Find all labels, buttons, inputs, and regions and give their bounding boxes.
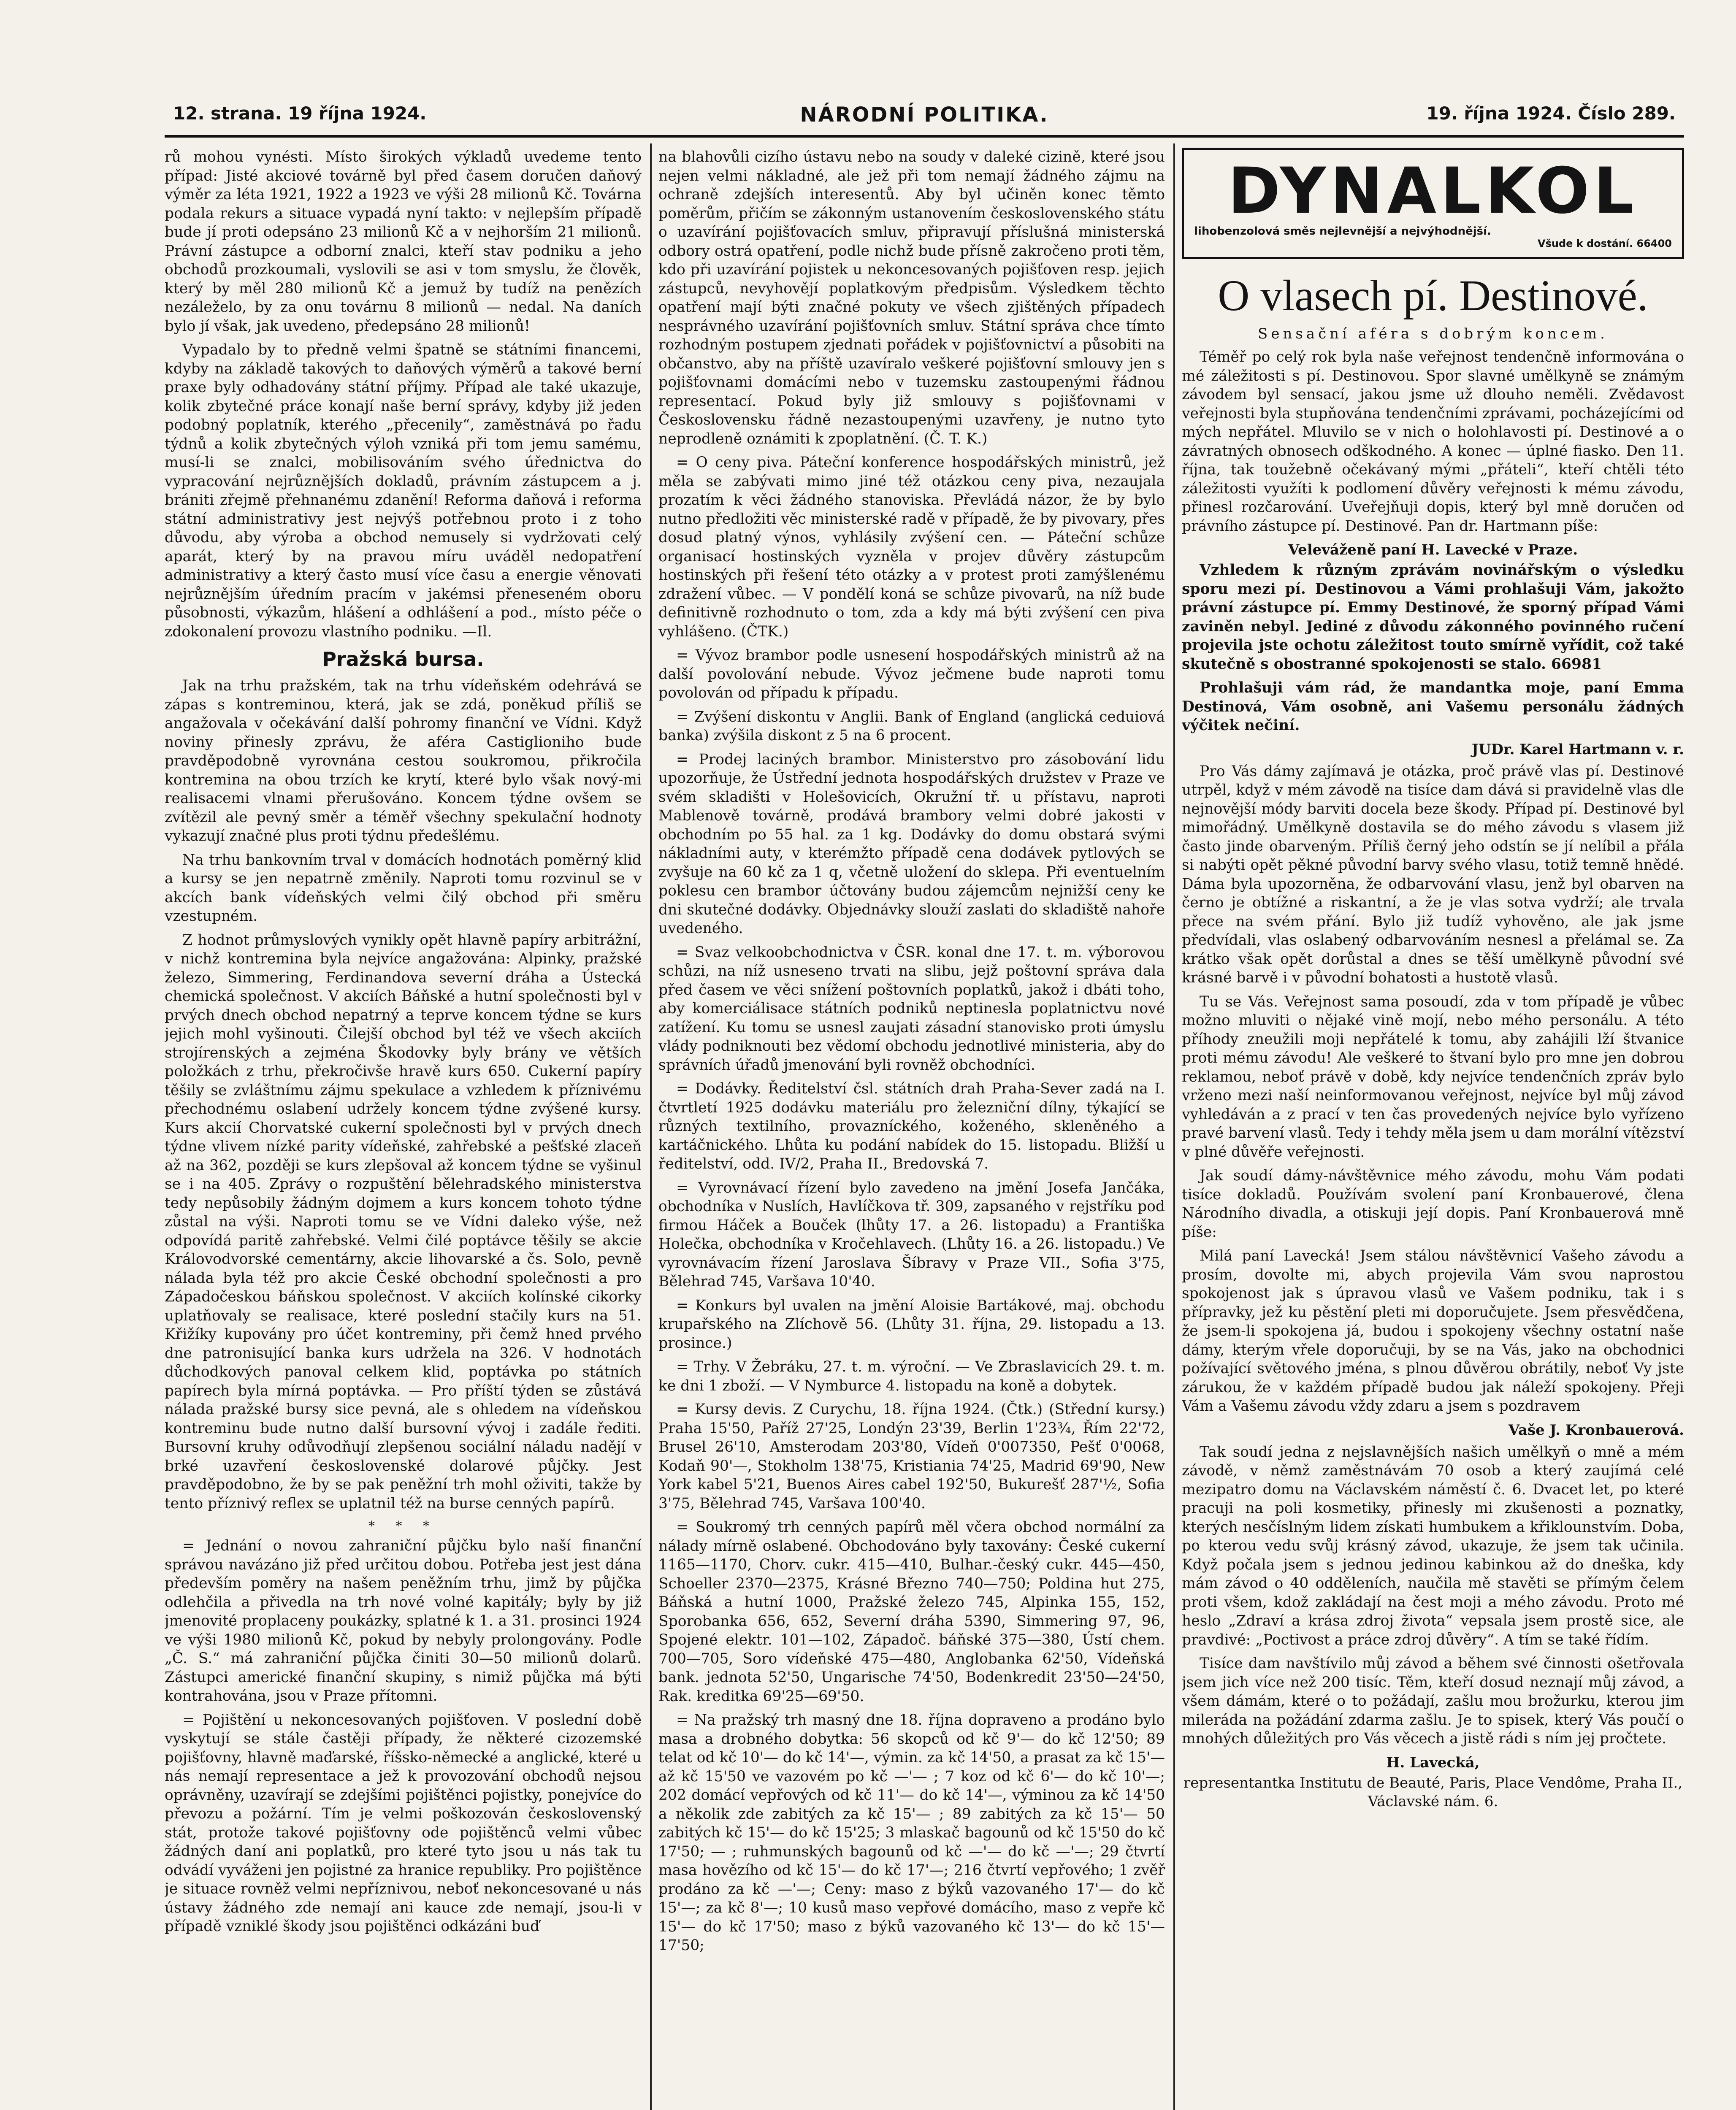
letter-signature: Vaše J. Kronbauerová. <box>1508 1421 1684 1439</box>
paragraph: Na trhu bankovním trval v domácích hodnotách poměrný klid a kursy se jen nepatrně změnily. Naproti tomu rozvinul se v akcích bank vídeňských velmi čilý obchod při směru vzestupném. <box>165 851 642 925</box>
letter-signature: JUDr. Karel Hartmann v. r. <box>1471 741 1684 758</box>
letter-salutation: Veleváženě paní H. Lavecké v Praze. <box>1288 541 1578 558</box>
news-item: = Pojištění u nekoncesovaných pojišťoven. V poslední době vyskytují se stále častěji případy, že některé cizozemské pojišťovny, hlavně maďarské, říšsko-německé a anglické, které u nás nemají representace a jež k provozování obchodů nejsou oprávněny, uzavírají se zdejšími pojištěnci pojistky, ponejvíce do převozu a požární. Tím je velmi poškozován československý stát, protože takové pojišťovny ode pojištěnců velmi vůbec žádných daní ani poplatků, pro které tyto jsou u nás tak tu odvádí vyváženi jen pojistné za hranice republiky. Pro pojištěnce je situace rovněž velmi nepříznivou, neboť nekoncesované u nás ústavy žádného zde nemají ani kauce zde nemají, jsou-li v případě vzniklé škody jsou pojištěnci odkázáni buď <box>165 1711 642 1935</box>
letter-body: Milá paní Lavecká! Jsem stálou návštěvnicí Vašeho závodu a prosím, dovolte mi, abych projevila Vám svou naprostou spokojenost jak s úpravou vlasů ve Vašem podniku, tak i s přípravky, jež ku pěstění pleti mi doporučujete. Jsem přesvědčena, že jsem-li spokojena já, budou i spokojeny všechny ostatní naše dámy, kterým vřele doporučuji, by se na Vás, jako na obchodnici požívající světového jména, s plnou důvěrou obrátily, neboť Vy jste zárukou, že v každém případě budou jak náleží spokojeny. Přeji Vám a Vašemu závodu vždy zdaru a jsem s pozdravem <box>1182 1247 1684 1415</box>
newspaper-title: NÁRODNÍ POLITIKA. <box>800 103 1049 127</box>
article-subheading: Sensační aféra s dobrým koncem. <box>1258 325 1608 342</box>
letter-body: Prohlašuji vám rád, že mandantka moje, paní Emma Destinová, Vám osobně, ani Vašemu personálu žádných výčitek nečiní. <box>1182 679 1684 734</box>
paragraph: Z hodnot průmyslových vynikly opět hlavně papíry arbitrážní, v nichž kontremina byla nejvíce angažována: Alpinky, pražské železo, Simmering, Ferdinandova severní dráha a Ústecká chemická společnost. V akciích Báňské a hutní společnosti byl v prvých dnech obchod nepatrný a teprve koncem týdne se kurs jejich mohl vyšinouti. Čilejší obchod byl též ve všech akciích strojírenských a zejména Škodovky byly brány ve větších položkách z trhu, překročivše hravě kurs 650. Cukerní papíry těšily se zvláštnímu zájmu spekulace a vzhledem k příznivému přechodnému oslabení udržely koncem týdne zvýšené kursy. Kurs akcií Chorvatské cukerní společnosti byl v prvých dnech týdne vlivem nízké parity vídeňské, zahřebské a pešťské zlaceň až na 362, později se kurs zlepšoval až koncem týdne se vyšinul se i na 405. Zprávy o rozpuštění bělehradského ministerstva tedy nepůsobily žádným dojmem a kurs koncem tohoto týdne zůstal na výši. Naproti tomu se ve Vídni daleko výše, než odpovídá paritě zahřebské. Velmi čilé poptávce těšily se akcie Královodvorské cementárny, akcie lihovarské a čs. Solo, pevně nálada byla též pro akcie České obchodní společnosti a pro Západočeskou báňskou společnost. V akciích kolínské cikorky uplatňovaly se realisace, které poslední stačily kurs na 51. Křižíky kupovány pro účet kontreminy, při čemž hned prvého dne patronisující banka kurs udržela na 326. V hodnotách důchodkových panoval celkem klid, poptávka po státních papírech byla mírná poptávka. — Pro příští týden se zůstává nálada pražské bursy sice pevná, ale s ohledem na vídeňskou kontreminu bude nutno další bursovní vývoj i zadále řediti. Bursovní kruhy odůvodňují zlepšenou sociální náladu nadějí v brké uzavření československé dolarové půjčky. Jest pravděpodobno, že by se pak peněžní trh mohl oživiti, takže by tento příznivý reflex se uplatnil též na burse cenných papírů. <box>165 931 642 1512</box>
paragraph: Pro Vás dámy zajímavá je otázka, proč právě vlas pí. Destinové utrpěl, když v mém závodě na tisíce dam dává si pravidelně vlas dle nejnovější módy barviti docela beze škody. Případ pí. Destinové byl mimořádný. Umělkyně dostavila se do mého závodu s vlasem již často jinde obarveným. Příliš černý jeho odstín se jí nelíbil a přála si nabýti opět pěkné původní barvy svého vlasu, totiž temně hnědé. Dáma byla upozorněna, že odbarvování vlasu, jenž byl obarven na černo je obtížné a riskantní, a že je vlas sotva vydrží; ale trvala přece na svém přání. Bylo již tudíž vyhověno, ale jak jsme předvídali, vlas oslabený odbarvováním nesnesl a přelámal se. Za krátko však opět dorůstal a dnes se těší umělkyně původní své krásné barvě i v původní bohatosti a hustotě vlasů. <box>1182 763 1684 986</box>
news-item: = Vývoz brambor podle usnesení hospodářských ministrů až na další povolování nebude. Vývoz ječmene bude naproti tomu povolován od případu k případu. <box>658 647 1165 701</box>
page-number-date: 12. strana. 19 října 1924. <box>173 103 427 124</box>
column-rule-1 <box>650 143 652 2110</box>
news-item: = Kursy devis. Z Curychu, 18. října 1924. (Čtk.) (Střední kursy.) Praha 15'50, Paříž 27'25, Londýn 23'39, Berlin 1'23¾, Řím 22'72, Brusel 26'10, Amsterodam 203'80, Vídeň 0'007350, Pešť 0'0068, Kodaň 90'—, Stokholm 138'75, Kristiania 74'25, Madrid 69'90, New York kabel 5'21, Buenos Aires cabel 192'50, Bukurešť 287'½, Sofia 3'75, Bělehrad 745, Varšava 100'40. <box>658 1401 1165 1512</box>
paragraph: Jak na trhu pražském, tak na trhu vídeňském odehrává se zápas s kontreminou, která, jak se zdá, poněkud příliš se angažovala v očekávání další pohromy finanční ve Vídni. Když noviny přinesly zprávu, že aféra Castiglioniho bude pravděpodobně vyrovnána cestou soukromou, přikročila kontremina na obou trzích ke krytí, které bylo však nový-mi realisacemi vlnami přerušováno. Koncem týdne ovšem se zvítězil ale pevný směr a téměř všechny spekulační hodnoty vykazují značné plus proti týdnu předešlému. <box>165 677 642 844</box>
news-item: = Prodej laciných brambor. Ministerstvo pro zásobování lidu upozorňuje, že Ústřední jednota hospodářských družstev v Praze ve svém skladišti v Holešovicích, Okružní tř. u přístavu, naproti Mablenově továrně, prodává brambory velmi dobré jakosti v obchodním po 55 hal. za 1 kg. Dodávky do domu obstará svými nákladními auty, v kterémžto případě cena dodávek pytlových se zvyšuje na 60 kč za 1 q, včetně uložení do sklepa. Při eventuelním poklesu cen brambor účtovány budou zájemcům nejnižší ceny ke dni skutečné dodávky. Objednávky slouží zaslati do skladiště nahoře uvedeného. <box>658 751 1165 937</box>
paragraph: rů mohou vynésti. Místo širokých výkladů uvedeme tento případ: Jisté akciové továrně byl před časem doručen daňový výměr za léta 1921, 1922 a 1923 ve výši 28 milionů Kč. Továrna podala rekurs a situace vypadá nyní takto: v nejlepším případě bude jí proti odepsáno 23 milionů Kč a v nejhorším 21 milionů. Právní zástupce a odborní znalci, kteří stav podniku a jeho obchodů prozkoumali, vyslovili se asi v tom smyslu, že člověk, který by měl 280 milionů Kč a jemuž by tudíž na penězích nezáleželo, by za onu továrnu 8 milionů — nedal. Na daních bylo jí však, jak uvedeno, předepsáno 28 milionů! <box>165 149 642 335</box>
issue-date-number: 19. října 1924. Číslo 289. <box>1426 103 1676 124</box>
newspaper-page <box>165 101 1684 2110</box>
ad-tagline: lihobenzolová směs nejlevnější a nejvýhodnější. <box>1194 225 1491 238</box>
dynalkol-advertisement <box>1182 148 1684 259</box>
separator-stars: * * * <box>368 1519 438 1534</box>
paragraph: Tisíce dam navštívilo můj závod a během své činnosti ošetřovala jsem jich více než 200 tisíc. Těm, kteří dosud neznají můj závod, a všem dámám, které o to požádají, zašlu mou brožurku, kterou jim mileráda na požádání zdarma zašlu. Je to spisek, který Vás poučí o mnohých důležitých pro Vás věcech a jistě rádi s ním jej pročtete. <box>1182 1655 1684 1747</box>
ad-brand-name: DYNALKOL <box>1227 154 1639 228</box>
column-1 <box>165 148 642 2110</box>
section-heading: Pražská bursa. <box>322 648 484 671</box>
news-item: = Zvýšení diskontu v Anglii. Bank of England (anglická ceduiová banka) zvýšila diskont z 5 na 6 procent. <box>658 708 1165 744</box>
paragraph: Vypadalo by to předně velmi špatně se státními financemi, kdyby na základě takových to daňových výměrů a takové berní praxe byly odhadovány státní příjmy. Případ ale také ukazuje, kolik zbytečné práce konají naše berní správy, kdyby již jeden podobný poplatník, kterého „přecenily“, zaměstnává po řadu týdnů a kolik zbytečných výloh vzniká při tom jemu samému, musí-li se znalci, mobilisováním svého úřednictva do vypracování nejrůznějších dokladů, právním zástupcem a j. brániti zřejmě přehnanému zdanění! Reforma daňová i reforma státní administrativy jest nejvýš potřebnou proto i z toho důvodu, aby výroba a obchod nemusely si vydržovati celý aparát, který by na pravou míru uváděl nedopatření administrativy a který často musí více času a energie věnovati nejrůznějším úředním pracím v jakémsi přeneseném oboru působnosti, výkazům, hlášení a odhlášení a pod., místo péče o zdokonalení provozu vlastního podniku. —Il. <box>165 341 642 640</box>
news-item: = Dodávky. Ředitelství čsl. státních drah Praha-Sever zadá na I. čtvrtletí 1925 dodávku materiálu pro železniční dílny, týkající se různých textilního, provazníckého, koženého, skleněného a kartáčnického. Lhůta ku podání nabídek do 15. listopadu. Bližší u ředitelství, odd. IV/2, Praha II., Bredovská 7. <box>658 1080 1165 1172</box>
news-item: = Jednání o novou zahraniční půjčku bylo naší finanční správou navázáno již před určitou dobou. Potřeba jest jest dána především poměry na našem peněžním trhu, jimž by půjčka odlehčila a přivedla na trh nové volné kapitály; byly by již jmenovité proplaceny poukázky, splatné k 1. a 31. prosinci 1924 ve výši 1980 milionů Kč, pokud by nebyly prolongovány. Podle „Č. S.“ má zahraniční půjčka činiti 30—50 milionů dolarů. Zástupci americké finanční skupiny, s nimiž půjčka má býti kontrahována, jsou v Praze přítomni. <box>165 1537 642 1704</box>
news-item: = Vyrovnávací řízení bylo zavedeno na jmění Josefa Jančáka, obchodníka v Nuslích, Havlíčkova tř. 309, zapsaného v rejstříku pod firmou Háček a Bouček (lhůty 17. a 26. listopadu) a Františka Holečka, obchodníka v Kročehlavech. (Lhůty 16. a 26. listopadu.) Ve vyrovnávacím řízení Jaroslava Šíbravy v Praze VII., Sofia 3'75, Bělehrad 745, Varšava 10'40. <box>658 1179 1165 1290</box>
column-2 <box>658 148 1165 2110</box>
paragraph: Jak soudí dámy-návštěvnice mého závodu, mohu Vám podati tisíce dokladů. Používám svolení paní Kronbauerové, člena Národního divadla, a otiskuji její dopis. Paní Kronbauerová mně píše: <box>1182 1167 1684 1241</box>
ad-availability: Všude k dostání. 66400 <box>1538 238 1672 249</box>
paragraph: Tu se Vás. Veřejnost sama posoudí, zda v tom případě je vůbec možno mluviti o nějaké vině mojí, nebo mého personálu. A této příhody zneužili moji nepřátelé k tomu, aby zahájili lží štvanice proti mému závodu! Ale veškeré to štvaní bylo pro mne jen dobrou reklamou, neboť právě v době, kdy nejvíce tendenčních zpráv bylo vrženo mezi naší neinformovanou veřejnost, nejvíce byl můj závod vyhledáván a z prací v ten čas provedených nejvíce bylo vyřízeno pravé barvení vlasů. Tedy i tehdy měla jsem u dam morální vítězství v plné důvěře veřejnosti. <box>1182 993 1684 1160</box>
news-item: = Trhy. V Žebráku, 27. t. m. výroční. — Ve Zbraslavicích 29. t. m. ke dni 1 zboží. — V Nymburce 4. listopadu na koně a dobytek. <box>658 1358 1165 1394</box>
paragraph: Tak soudí jedna z nejslavnějších našich umělkyň o mně a mém závodě, v němž zaměstnávám 70 osob a který zaujímá celé mezipatro domu na Václavském náměstí č. 6. Dvacet let, po které pracuji na poli kosmetiky, přinesly mi zkušenosti a poznatky, kterých nesčíslným lidem získati humbukem a křiklounstvím. Doba, po kterou vedu svůj krásný závod, ukazuje, že jsem tak učinila. Když počala jsem s jednou jedinou kabinkou až do dneška, kdy mám závod o 40 odděleních, naučila mě stavěti se přímým čelem proti všem, kdož zakládají na čest moji a mého závodu. Proto mé heslo „Zdraví a krása zdroj života“ vepsala jsem prostě sice, ale pravdivé: „Poctivost a práce zdroj důvěry“. A tím se také řídím. <box>1182 1443 1684 1648</box>
news-item: = Konkurs byl uvalen na jmění Aloisie Bartákové, maj. obchodu krupařského na Zlíchově 56. (Lhůty 31. října, 29. listopadu a 13. prosince.) <box>658 1297 1165 1352</box>
news-item: = Svaz velkoobchodnictva v ČSR. konal dne 17. t. m. výborovou schůzi, na níž usneseno trvati na slibu, jejž poštovní správa dala před časem ve věci snížení poštovních poplatků, jakož i dbáti toho, aby komerciálisace státních podniků neptinesla poplatnictvu nové zatížení. Ku tomu se usnesl zaujati zásadní stanovisko proti úmyslu vlády podniknouti bez vědomí obchodu jednotlivé ministeria, aby do správních úřadů jmenování byli rovněž obchodníci. <box>658 944 1165 1074</box>
masthead <box>165 101 1684 138</box>
column-rule-2 <box>1173 143 1175 2110</box>
article-headline: O vlasech pí. Destinové. <box>1218 271 1648 320</box>
news-item: = Na pražský trh masný dne 18. října dopraveno a prodáno bylo masa a drobného dobytka: 56 skopců od kč 9'— do kč 12'50; 89 telat od kč 10'— do kč 14'—, výmin. za kč 14'50, a prasat za kč 15'— až kč 15'50 ve vazovém po kč —'— ; 7 koz od kč 6'— do kč 10'—; 202 domácí vepřových od kč 11'— do kč 14'—, výminou za kč 14'50 a několik zde zabitých za kč 15'— ; 89 zabitých za kč 15'— 50 zabitých kč 15'— do kč 15'25; 3 mlaskač bagounů od kč 15'50 do kč 17'50; — ; ruhmunských bagounů od kč —'— do kč —'—; 29 čtvrtí masa hovězího od kč 15'— do kč 17'—; 216 čtvrtí vepřového; 1 zvěř prodáno za kč —'—; Ceny: maso z býků vazovaného 17'— do kč 15'—; za kč 8'—; 10 kusů maso vepřové domácího, maso z vepře kč 15'— do kč 17'50; maso z býků vazovaného kč 13'— do kč 15'— 17'50; <box>658 1712 1165 1954</box>
paragraph: na blahovůli cizího ústavu nebo na soudy v daleké cizině, které jsou nejen velmi nákladné, ale jež při tom nemají žádného zájmu na ochraně zdejších interesentů. Aby byl učiněn konec těmto poměrům, přičím se zákonným ustanovením československého státu o uzavírání pojišťovacích smluv, připravují příslušná ministerská odbory ostrá opatření, podle nichž bude přísně zakročeno proti těm, kdo při uzavírání pojistek u nekoncesovaných pojišťoven resp. jejich zástupců, nevyhovějí poplatkovým předpisům. Výsledkem těchto opatření mají býti značné pokuty ve všech zjištěných případech nesprávného uzavírání pojišťovních smluv. Státní správa chce tímto rozhodným postupem zjednati pořádek v pojišťovnictví a působiti na občanstvo, aby na příště uzavíralo veškeré pojišťovní smlouvy jen s pojišťovnami domácími nebo v tuzemsku zastoupenými řádnou representací. Pokud byly již smlouvy s pojišťovnami v Československu řádně nezastoupenými uzavřeny, je nutno tyto neprodleně oznámiti k zpoplatnění. (Č. T. K.) <box>658 149 1165 447</box>
author-title: representantka Institutu de Beauté, Paris, Place Vendôme, Praha II., Václavské nám. 6. <box>1183 1774 1683 1810</box>
author-signature: H. Lavecká, <box>1386 1754 1480 1771</box>
news-item: = O ceny piva. Páteční konference hospodářských ministrů, jež měla se zabývati mimo jiné též otázkou ceny piva, nezaujala prozatím k věci žádného stanoviska. Převládá názor, že by bylo nutno předložiti věc ministerské radě v případě, že by pivovary, přes dosud platný výnos, vyhlásily zvýšení cen. — Páteční schůze organisací hostinských vyzněla v projev důvěry zástupcům hostinských při řešení této otázky a v protest proti zamýšlenému zdražení vůbec. — V pondělí koná se schůze pivovarů, na níž bude definitivně rozhodnuto o tom, zda a kdy má býti zvýšení cen piva vyhlášeno. (ČTK.) <box>658 454 1165 640</box>
letter-body: Vzhledem k různým zprávám novinářským o výsledku sporu mezi pí. Destinovou a Vámi prohlašuji Vám, jakožto právní zástupce pí. Emmy Destinové, že sporný případ Vámi zaviněn nebyl. Jediné z důvodu zákonného povinného ručení projevila jste ochotu záležitost touto smírně vyřídit, což také skutečně s obostranné spokojenosti se stalo. 66981 <box>1182 562 1684 673</box>
news-item: = Soukromý trh cenných papírů měl včera obchod normální za nálady mírně oslabené. Obchodováno byly taxovány: České cukerní 1165—1170, Chorv. cukr. 415—410, Bulhar.-český cukr. 445—450, Schoeller 2370—2375, Krásné Březno 740—750; Poldina hut 275, Báňská a hutní 1000, Pražské železo 745, Alpinka 155, 152, Sporobanka 656, 652, Severní dráha 5390, Simmering 97, 96, Spojené elektr. 101—102, Západoč. báňské 375—380, Ústí chem. 700—705, Soro vídeňské 475—480, Anglobanka 62'50, Vídeňská bank. jednota 52'50, Ungarische 74'50, Bodenkredit 23'50—24'50, Rak. kreditka 69'25—69'50. <box>658 1519 1165 1705</box>
column-3 <box>1182 148 1684 2110</box>
paragraph: Téměř po celý rok byla naše veřejnost tendenčně informována o mé záležitosti s pí. Destinovou. Spor slavné umělkyně se známým závodem byl sensací, jakou jsme už dlouho neměli. Zvědavost veřejnosti byla stupňována tendenčními zprávami, pocházejícími od mých nepřátel. Mluvilo se v nich o holohlavosti pí. Destinové a o závratných obnosech odškodného. A konec — úplné fiasko. Den 11. října, tak toužebně očekávaný mými „přáteli“, kteří chtěli této záležitosti využíti k podlomení důvěry veřejnosti k mému závodu, přinesl rozčarování. Uveřejňuji dopis, který byl mně doručen od právního zástupce pí. Destinové. Pan dr. Hartmann píše: <box>1182 349 1684 535</box>
